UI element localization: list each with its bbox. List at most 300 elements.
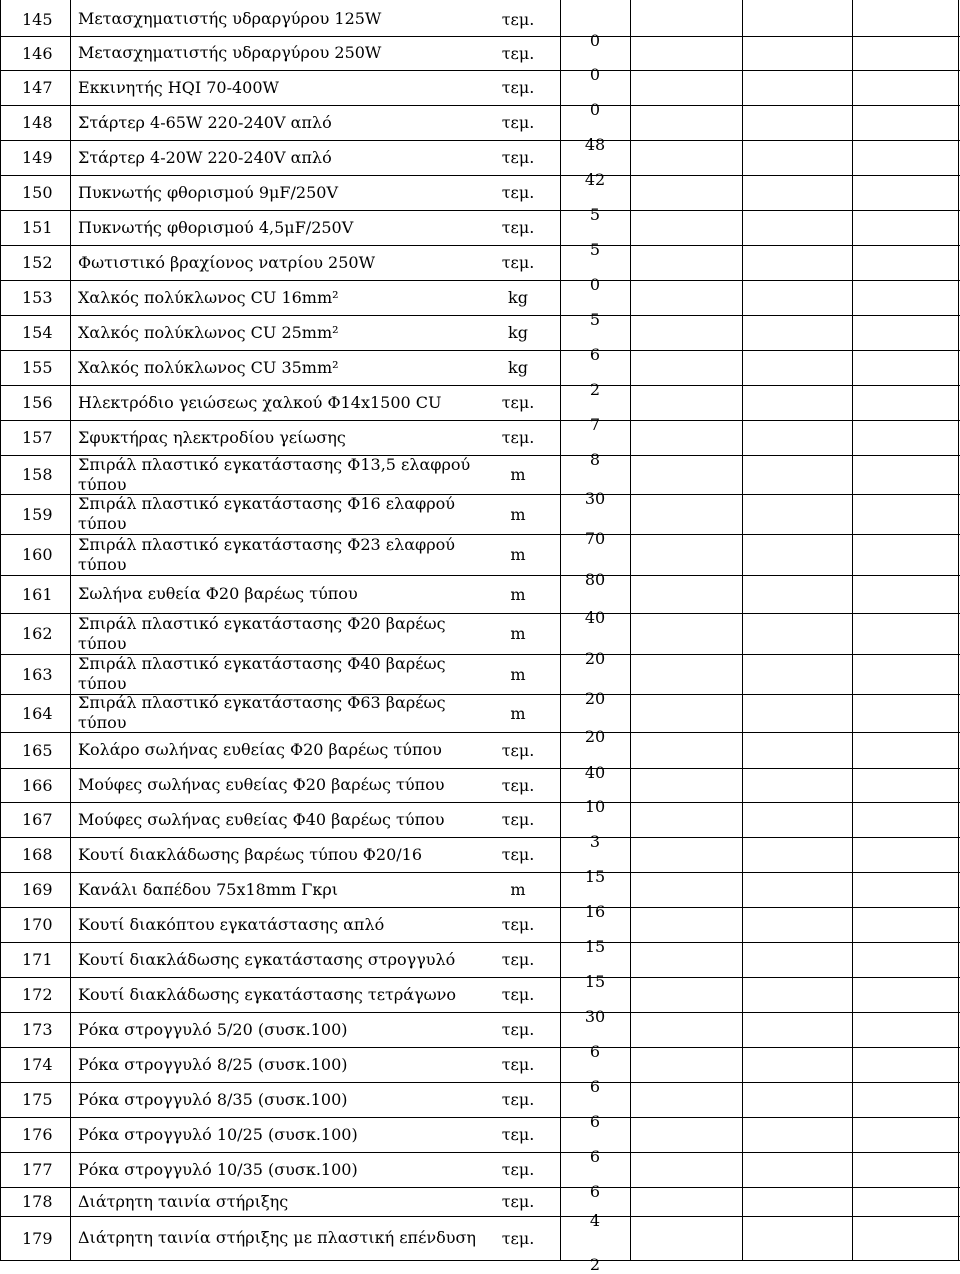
item-unit-text: τεμ. — [501, 740, 535, 760]
item-unit-text: m — [510, 545, 526, 564]
item-quantity — [560, 210, 630, 259]
item-unit-text: kg — [508, 288, 528, 307]
item-number-text: 148 — [22, 113, 53, 132]
item-number — [22, 1012, 70, 1047]
item-number-text: 166 — [22, 775, 53, 795]
table-row — [0, 1047, 960, 1096]
item-quantity — [560, 70, 630, 119]
item-number-text: 156 — [22, 393, 53, 412]
table-row — [0, 2, 960, 50]
item-unit-text: τεμ. — [501, 78, 535, 97]
item-number-text: 165 — [22, 740, 53, 760]
table-row — [0, 907, 960, 956]
item-number-text: 176 — [22, 1125, 53, 1144]
item-unit — [478, 977, 558, 1012]
table-row — [0, 350, 960, 399]
item-number — [22, 534, 70, 575]
item-number — [22, 1082, 70, 1117]
item-unit — [478, 70, 558, 105]
item-unit — [478, 872, 558, 907]
item-number-text: 168 — [22, 845, 53, 864]
item-number-text: 146 — [22, 43, 53, 63]
item-description-text: Στάρτερ 4-20W 220-240V απλό — [78, 147, 332, 167]
item-description — [78, 455, 478, 494]
item-quantity — [560, 872, 630, 921]
item-description — [78, 732, 478, 768]
item-number-text: 179 — [22, 1228, 53, 1248]
item-quantity-text: 6 — [589, 1112, 601, 1131]
item-description-text: Κουτί διακλάδωσης εγκατάστασης τετράγωνο — [78, 984, 457, 1004]
item-description-text: Ρόκα στρογγυλό 10/25 (συσκ.100) — [78, 1124, 358, 1144]
item-quantity-text: 15 — [584, 937, 606, 956]
item-quantity-text: 7 — [589, 415, 601, 434]
item-description — [78, 245, 478, 280]
item-unit — [478, 694, 558, 732]
item-number-text: 157 — [22, 428, 53, 447]
item-quantity-text: 0 — [589, 275, 601, 294]
item-quantity — [560, 1187, 630, 1230]
item-unit — [478, 1012, 558, 1047]
item-unit-text: m — [510, 504, 526, 524]
item-unit-text: τεμ. — [501, 950, 535, 969]
item-unit — [478, 1152, 558, 1187]
table-row — [0, 654, 960, 708]
item-description — [78, 1187, 478, 1216]
item-number-text: 159 — [22, 504, 53, 524]
item-description-text: Ρόκα στρογγυλό 8/35 (συσκ.100) — [78, 1089, 348, 1109]
item-description — [78, 768, 478, 802]
item-unit — [478, 245, 558, 280]
item-unit — [478, 654, 558, 694]
item-quantity — [560, 694, 630, 746]
table-row — [0, 210, 960, 259]
item-unit — [478, 350, 558, 385]
item-number-text: 172 — [22, 985, 53, 1004]
item-number — [22, 105, 70, 140]
table-row — [0, 872, 960, 921]
table-row — [0, 105, 960, 154]
item-unit-text: τεμ. — [501, 1228, 535, 1248]
item-unit-text: τεμ. — [501, 775, 535, 795]
item-unit — [478, 942, 558, 977]
item-unit — [478, 2, 558, 36]
item-description-text: Σπιράλ πλαστικό εγκατάστασης Φ63 βαρέως τύπου — [78, 693, 446, 732]
item-quantity-text: 3 — [589, 832, 601, 851]
item-unit-text: τεμ. — [501, 218, 535, 237]
table-row — [0, 420, 960, 469]
item-unit-text: m — [510, 880, 526, 899]
item-description — [78, 2, 478, 36]
item-description-text: Μετασχηματιστής υδραργύρου 125W — [78, 9, 382, 28]
item-quantity — [560, 455, 630, 508]
item-unit-text: m — [510, 664, 526, 684]
item-description — [78, 1216, 478, 1260]
item-unit — [478, 768, 558, 802]
item-number — [22, 575, 70, 613]
item-number-text: 164 — [22, 703, 53, 723]
item-description-text: Χαλκός πολύκλωνος CU 16mm² — [78, 287, 339, 307]
item-description — [78, 385, 478, 420]
item-quantity-text: 30 — [584, 1007, 606, 1026]
table-row — [0, 1012, 960, 1061]
item-description-text: Κουτί διακόπτου εγκατάστασης απλό — [78, 914, 385, 934]
table-row — [0, 693, 960, 746]
item-description — [78, 977, 478, 1012]
item-unit-text: m — [510, 624, 526, 643]
item-quantity — [560, 575, 630, 627]
item-number-text: 162 — [22, 624, 53, 643]
item-number — [22, 455, 70, 494]
item-description — [78, 494, 478, 534]
item-unit-text: τεμ. — [501, 1055, 535, 1074]
item-quantity-text: 5 — [589, 310, 601, 329]
item-description-text: Διάτρητη ταινία στήριξης — [78, 1191, 289, 1211]
item-unit-text: τεμ. — [501, 1020, 535, 1039]
table-row — [0, 280, 960, 329]
item-unit-text: m — [510, 584, 526, 604]
table-row — [0, 70, 960, 119]
item-number — [22, 837, 70, 872]
item-description-text: Χαλκός πολύκλωνος CU 25mm² — [78, 322, 339, 342]
item-unit-text: τεμ. — [501, 183, 535, 202]
item-description-text: Σωλήνα ευθεία Φ20 βαρέως τύπου — [78, 584, 358, 603]
item-quantity-text: 16 — [584, 902, 606, 921]
table-row — [0, 1187, 960, 1230]
item-unit — [478, 534, 558, 575]
item-quantity — [560, 1152, 630, 1201]
item-number-text: 158 — [22, 465, 53, 484]
item-unit — [478, 420, 558, 455]
item-description-text: Σπιράλ πλαστικό εγκατάστασης Φ23 ελαφρού τύπου — [78, 534, 455, 574]
item-unit-text: τεμ. — [501, 148, 535, 167]
item-description-text: Κουτί διακλάδωσης βαρέως τύπου Φ20/16 — [78, 844, 423, 864]
item-quantity — [560, 732, 630, 782]
item-quantity — [560, 1047, 630, 1096]
item-description-text: Φωτιστικό βραχίονος νατρίου 250W — [78, 252, 376, 272]
item-quantity — [560, 977, 630, 1026]
item-description — [78, 907, 478, 942]
item-unit-text: m — [510, 703, 526, 723]
item-unit-text: τεμ. — [501, 9, 535, 29]
item-unit-text: τεμ. — [501, 1192, 535, 1211]
item-unit — [478, 1082, 558, 1117]
item-quantity-text: 48 — [584, 135, 606, 154]
item-number — [22, 1187, 70, 1216]
item-quantity-text: 0 — [589, 31, 601, 50]
item-number — [22, 420, 70, 455]
item-description — [78, 315, 478, 350]
item-quantity — [560, 245, 630, 294]
item-number — [22, 802, 70, 837]
item-unit — [478, 315, 558, 350]
item-number-text: 151 — [22, 218, 53, 237]
item-unit — [478, 494, 558, 534]
table-row — [0, 1117, 960, 1166]
table-row — [0, 36, 960, 84]
item-number-text: 169 — [22, 880, 53, 899]
item-unit-text: m — [510, 465, 526, 484]
item-number — [22, 210, 70, 245]
item-quantity-text: 20 — [584, 649, 606, 668]
item-number-text: 171 — [22, 950, 53, 969]
item-quantity — [560, 1082, 630, 1131]
item-quantity-text: 80 — [584, 570, 606, 589]
item-quantity-text: 5 — [589, 240, 601, 259]
item-number-text: 152 — [22, 253, 53, 272]
item-unit — [478, 732, 558, 768]
item-description — [78, 942, 478, 977]
item-number — [22, 872, 70, 907]
table-row — [0, 768, 960, 816]
table-row — [0, 1216, 960, 1274]
item-description — [78, 175, 478, 210]
item-quantity — [560, 802, 630, 851]
item-number-text: 150 — [22, 183, 53, 202]
item-quantity-text: 5 — [589, 205, 601, 224]
item-unit-text: τεμ. — [501, 113, 535, 132]
item-unit-text: τεμ. — [501, 428, 535, 447]
item-description — [78, 280, 478, 315]
item-description-text: Ηλεκτρόδιο γειώσεως χαλκού Φ14x1500 CU — [78, 392, 442, 412]
table-row — [0, 732, 960, 782]
item-unit — [478, 280, 558, 315]
item-quantity-text: 6 — [589, 1147, 601, 1166]
item-unit — [478, 36, 558, 70]
item-description — [78, 36, 478, 70]
item-number-text: 175 — [22, 1090, 53, 1109]
item-number — [22, 2, 70, 36]
table-row — [0, 837, 960, 886]
item-description — [78, 1117, 478, 1152]
item-unit — [478, 140, 558, 175]
item-quantity — [560, 350, 630, 399]
item-quantity — [560, 1117, 630, 1166]
item-description-text: Ρόκα στρογγυλό 10/35 (συσκ.100) — [78, 1159, 358, 1179]
item-description-text: Κουτί διακλάδωσης εγκατάστασης στρογγυλό — [78, 949, 456, 969]
item-number — [22, 613, 70, 654]
item-unit — [478, 455, 558, 494]
item-description — [78, 1152, 478, 1187]
item-number-text: 174 — [22, 1055, 53, 1074]
item-unit — [478, 1187, 558, 1216]
item-description-text: Σπιράλ πλαστικό εγκατάστασης Φ20 βαρέως τύπου — [78, 613, 446, 653]
table-row — [0, 140, 960, 189]
item-quantity — [560, 613, 630, 668]
item-description-text: Κανάλι δαπέδου 75x18mm Γκρι — [78, 879, 339, 899]
item-description — [78, 420, 478, 455]
item-quantity-text: 40 — [584, 763, 606, 782]
item-number-text: 154 — [22, 323, 53, 342]
item-description-text: Σφυκτήρας ηλεκτροδίου γείωσης — [78, 427, 346, 447]
item-number — [22, 385, 70, 420]
item-unit — [478, 575, 558, 613]
item-description-text: Ρόκα στρογγυλό 8/25 (συσκ.100) — [78, 1054, 348, 1074]
item-unit — [478, 1047, 558, 1082]
item-quantity — [560, 942, 630, 991]
item-number — [22, 654, 70, 694]
item-unit — [478, 175, 558, 210]
table-row — [0, 1082, 960, 1131]
item-number — [22, 1047, 70, 1082]
item-quantity-text: 42 — [584, 170, 606, 189]
table-row — [0, 613, 960, 668]
item-quantity-text: 20 — [584, 727, 606, 746]
table-row — [0, 575, 960, 627]
item-number-text: 161 — [22, 584, 53, 604]
table-row — [0, 315, 960, 364]
item-quantity — [560, 385, 630, 434]
item-number — [22, 280, 70, 315]
item-number — [22, 175, 70, 210]
item-number — [22, 694, 70, 732]
item-quantity — [560, 494, 630, 548]
item-number-text: 163 — [22, 664, 53, 684]
item-quantity — [560, 534, 630, 589]
item-unit-text: τεμ. — [501, 845, 535, 864]
item-quantity-text: 70 — [584, 529, 606, 548]
item-description-text: Εκκινητής HQI 70-400W — [78, 77, 279, 97]
item-number — [22, 350, 70, 385]
item-description — [78, 534, 478, 575]
item-number — [22, 494, 70, 534]
item-description — [78, 210, 478, 245]
item-quantity-text: 2 — [589, 1255, 601, 1274]
item-quantity — [560, 654, 630, 708]
item-quantity — [560, 105, 630, 154]
item-quantity-text: 6 — [589, 1182, 601, 1201]
item-number-text: 155 — [22, 358, 53, 377]
item-unit — [478, 837, 558, 872]
table-row — [0, 534, 960, 589]
item-unit-text: τεμ. — [501, 1090, 535, 1109]
item-description — [78, 802, 478, 837]
item-unit-text: kg — [508, 358, 528, 377]
item-quantity-text: 40 — [584, 608, 606, 627]
item-unit — [478, 802, 558, 837]
item-unit — [478, 105, 558, 140]
item-quantity-text: 6 — [589, 1077, 601, 1096]
table-row — [0, 802, 960, 851]
item-quantity — [560, 36, 630, 84]
item-quantity — [560, 1012, 630, 1061]
item-quantity — [560, 907, 630, 956]
item-quantity — [560, 2, 630, 50]
item-quantity-text: 6 — [589, 1042, 601, 1061]
item-description-text: Πυκνωτής φθορισμού 9μF/250V — [78, 182, 339, 202]
item-description-text: Χαλκός πολύκλωνος CU 35mm² — [78, 357, 339, 377]
item-quantity-text: 15 — [584, 972, 606, 991]
item-description — [78, 837, 478, 872]
item-unit-text: τεμ. — [501, 985, 535, 1004]
item-description-text: Μετασχηματιστής υδραργύρου 250W — [78, 43, 382, 62]
item-description — [78, 1012, 478, 1047]
item-unit-text: τεμ. — [501, 393, 535, 412]
table-row — [0, 977, 960, 1026]
item-unit-text: τεμ. — [501, 1160, 535, 1179]
table-row — [0, 494, 960, 548]
item-number — [22, 907, 70, 942]
item-quantity — [560, 837, 630, 886]
item-number — [22, 245, 70, 280]
item-description-text: Ρόκα στρογγυλό 5/20 (συσκ.100) — [78, 1019, 348, 1039]
item-number-text: 167 — [22, 810, 53, 829]
item-quantity-text: 30 — [584, 489, 606, 508]
item-unit — [478, 1117, 558, 1152]
item-quantity — [560, 315, 630, 364]
item-unit-text: τεμ. — [501, 1125, 535, 1144]
item-quantity-text: 20 — [584, 689, 606, 708]
item-number — [22, 768, 70, 802]
item-number-text: 173 — [22, 1020, 53, 1039]
item-number-text: 153 — [22, 288, 53, 307]
item-unit — [478, 210, 558, 245]
item-unit-text: τεμ. — [501, 253, 535, 272]
item-unit — [478, 613, 558, 654]
item-number — [22, 1216, 70, 1260]
item-number-text: 160 — [22, 545, 53, 564]
item-description-text: Σπιράλ πλαστικό εγκατάστασης Φ13,5 ελαφρού τύπου — [78, 454, 471, 494]
item-quantity-text: 15 — [584, 867, 606, 886]
item-unit-text: τεμ. — [501, 810, 535, 829]
item-description-text: Κολάρο σωλήνας ευθείας Φ20 βαρέως τύπου — [78, 740, 442, 759]
item-quantity-text: 0 — [589, 100, 601, 119]
item-description-text: Στάρτερ 4-65W 220-240V απλό — [78, 112, 332, 132]
item-description — [78, 140, 478, 175]
item-number-text: 147 — [22, 78, 53, 97]
item-number — [22, 942, 70, 977]
item-unit — [478, 907, 558, 942]
item-description-text: Σπιράλ πλαστικό εγκατάστασης Φ16 ελαφρού τύπου — [78, 494, 455, 533]
item-quantity-text: 6 — [589, 345, 601, 364]
table-row — [0, 245, 960, 294]
item-quantity-text: 4 — [589, 1211, 601, 1230]
item-description — [78, 654, 478, 694]
table-row — [0, 454, 960, 508]
item-description — [78, 694, 478, 732]
item-number — [22, 977, 70, 1012]
item-unit-text: kg — [508, 323, 528, 342]
item-quantity — [560, 768, 630, 816]
item-quantity-text: 2 — [589, 380, 601, 399]
item-number — [22, 36, 70, 70]
item-description — [78, 872, 478, 907]
item-number-text: 149 — [22, 148, 53, 167]
table-row — [0, 942, 960, 991]
item-description — [78, 1047, 478, 1082]
item-description-text: Μούφες σωλήνας ευθείας Φ20 βαρέως τύπου — [78, 775, 445, 794]
table-row — [0, 175, 960, 224]
item-number — [22, 732, 70, 768]
item-description — [78, 1082, 478, 1117]
item-quantity — [560, 140, 630, 189]
item-description — [78, 105, 478, 140]
item-quantity — [560, 1216, 630, 1274]
item-description-text: Σπιράλ πλαστικό εγκατάστασης Φ40 βαρέως τύπου — [78, 654, 446, 693]
item-number-text: 145 — [22, 9, 53, 29]
item-description — [78, 70, 478, 105]
item-quantity-text: 8 — [589, 450, 601, 469]
item-description-text: Πυκνωτής φθορισμού 4,5μF/250V — [78, 217, 354, 237]
item-number-text: 178 — [22, 1192, 53, 1211]
item-quantity-text: 0 — [589, 65, 601, 84]
item-quantity-text: 10 — [584, 797, 606, 816]
table-row — [0, 385, 960, 434]
item-number — [22, 1117, 70, 1152]
item-number-text: 177 — [22, 1160, 53, 1179]
item-number — [22, 70, 70, 105]
item-quantity — [560, 280, 630, 329]
item-description — [78, 575, 478, 613]
